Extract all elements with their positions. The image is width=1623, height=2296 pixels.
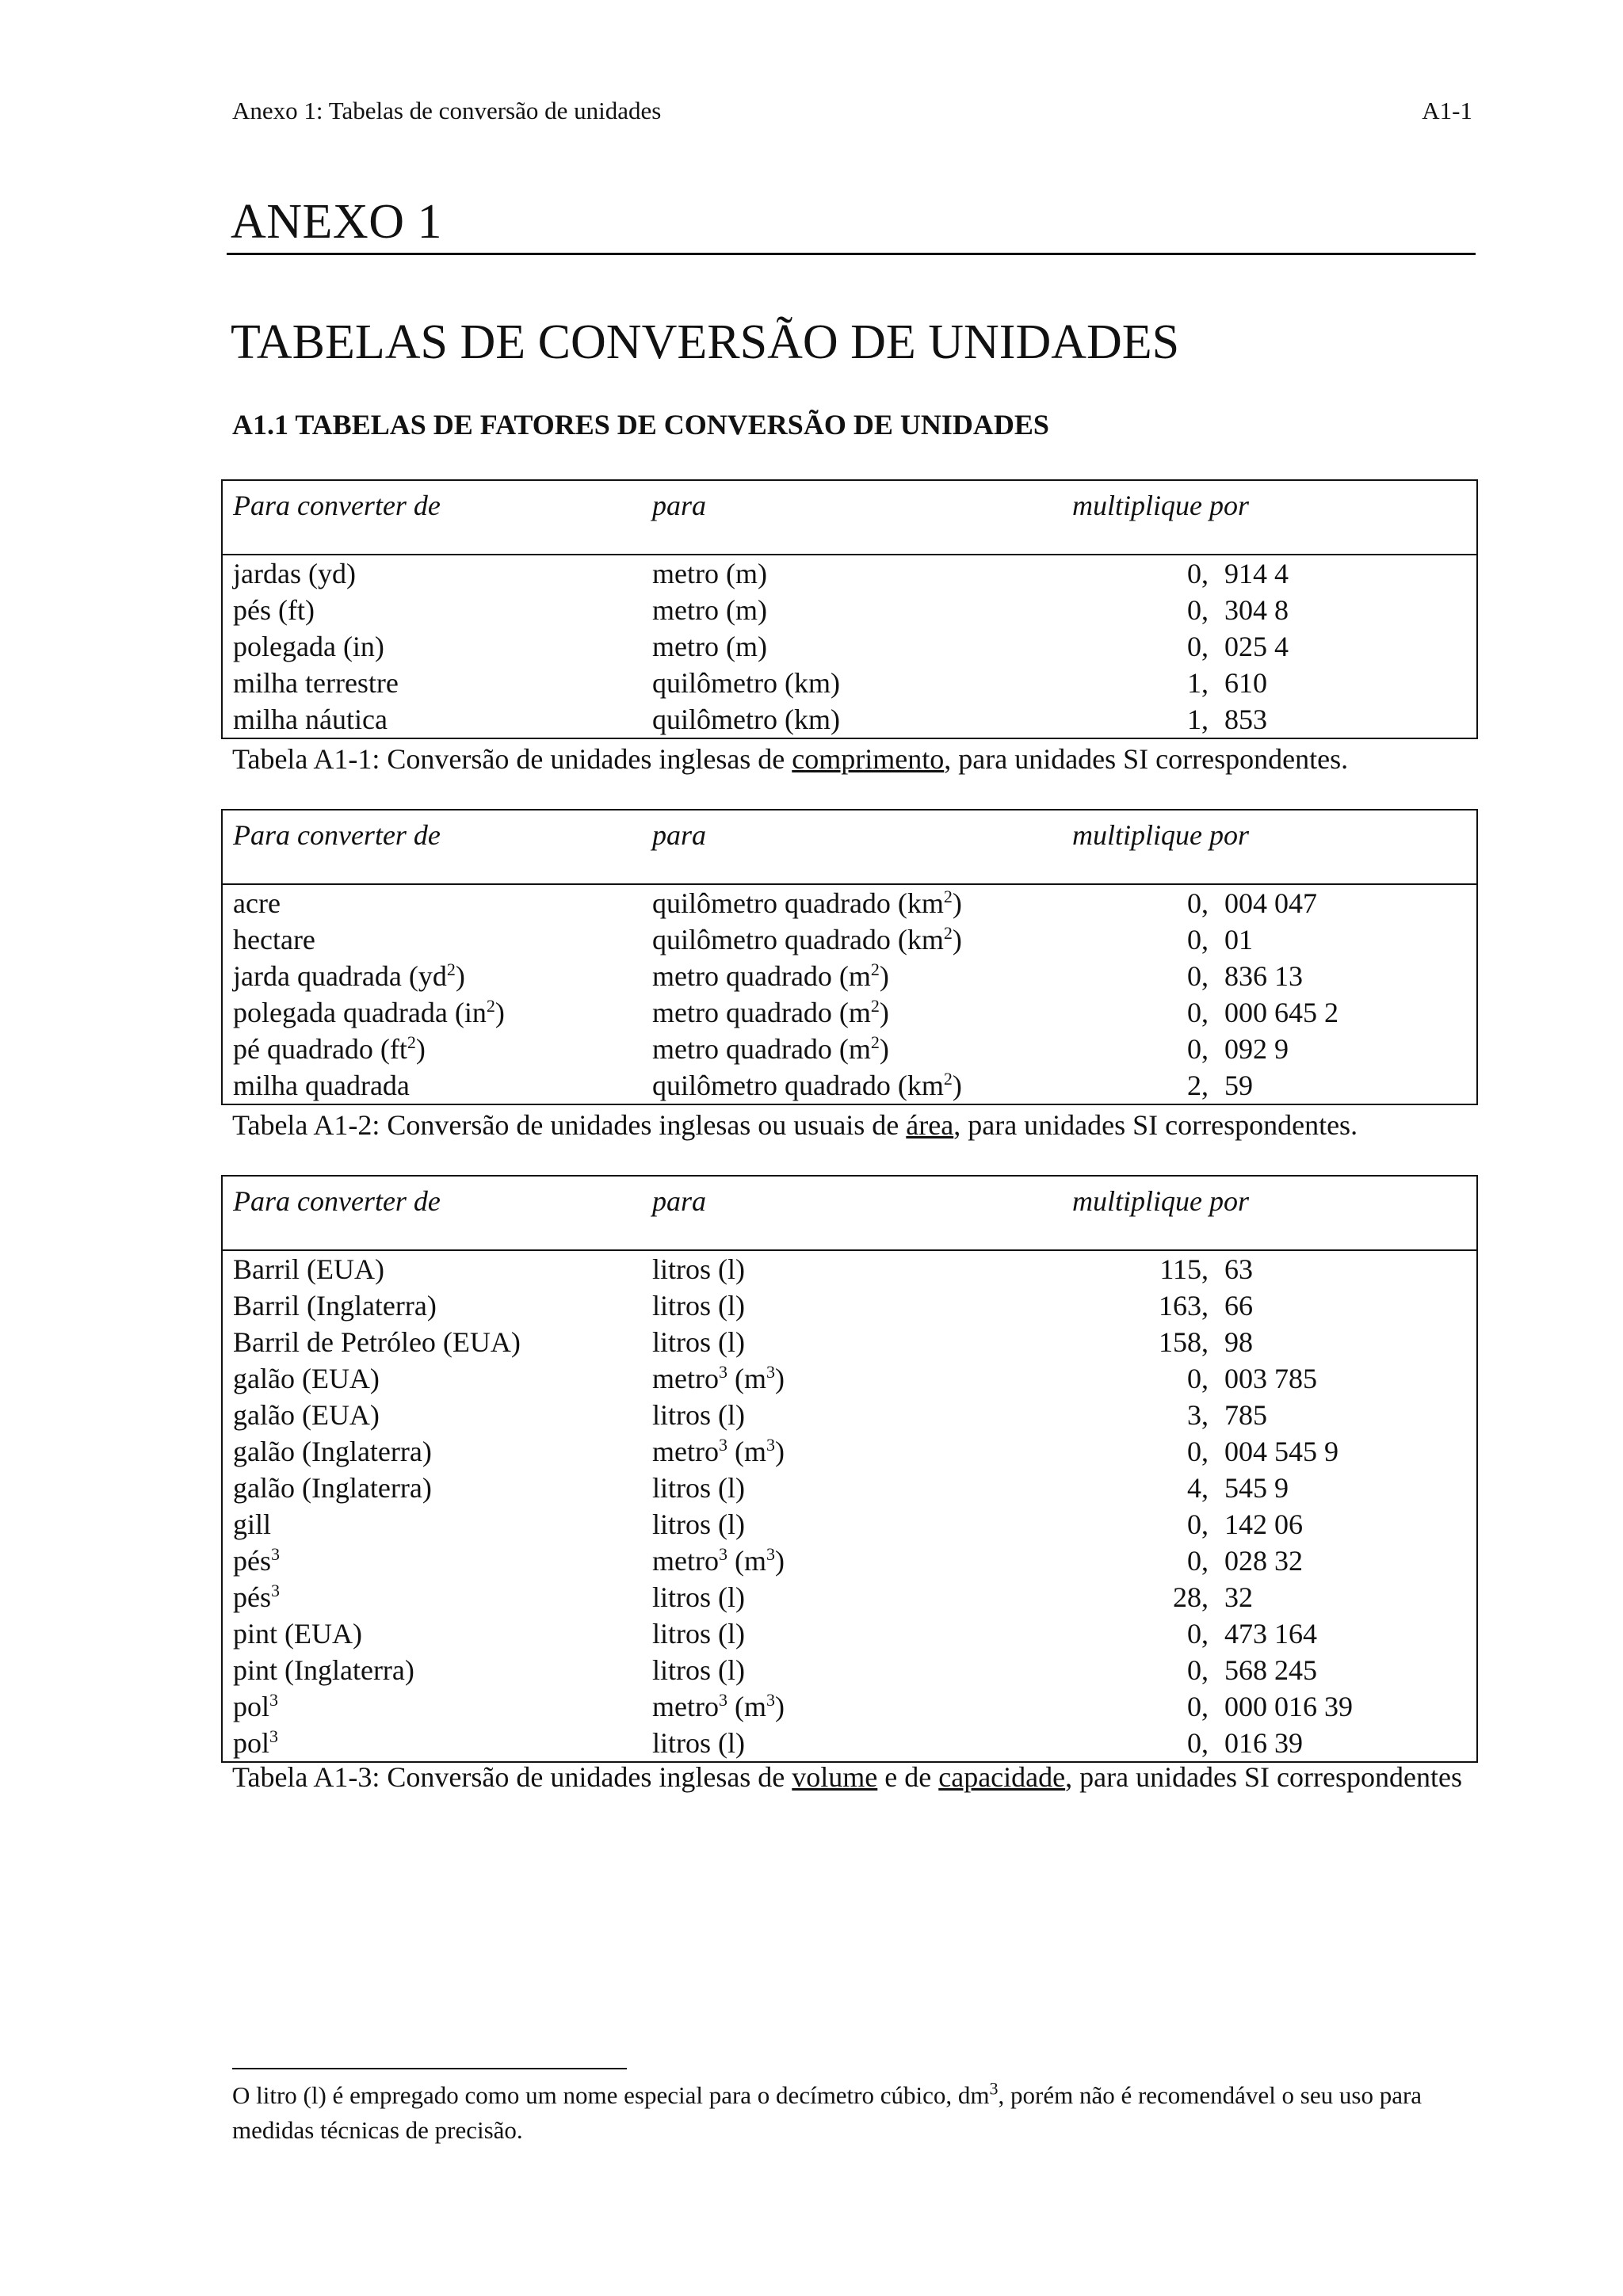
table-row	[223, 1615, 1476, 1652]
table-row	[223, 921, 1476, 958]
cell-to	[652, 1360, 785, 1397]
table-length	[221, 479, 1478, 739]
header-to: para	[652, 490, 707, 521]
title-rule	[227, 253, 1476, 255]
header-from: Para converter de	[233, 819, 441, 851]
cell-to-text: quilômetro (km)	[652, 667, 840, 699]
cell-factor-int: 0,	[1187, 1654, 1209, 1686]
cell-to-sup: 3	[718, 1544, 727, 1564]
caption-underlined: área	[906, 1109, 954, 1141]
cell-to	[652, 1287, 745, 1324]
table-row	[223, 958, 1476, 994]
cell-factor-dec: 004 047	[1224, 887, 1317, 919]
cell-from	[233, 1543, 280, 1579]
cell-from-post: )	[455, 960, 465, 992]
cell-to	[652, 1031, 889, 1067]
cell-from	[233, 555, 356, 592]
cell-to-post: $(m^3)$	[727, 1690, 785, 1722]
cell-factor-int: 0,	[1187, 558, 1209, 589]
cell-factor-int: 115,	[1159, 1253, 1209, 1285]
cell-to-text: metro	[652, 1363, 719, 1394]
table-row	[223, 1688, 1476, 1725]
cell-factor-int: 1,	[1187, 704, 1209, 735]
cell-to-sup: 2	[870, 996, 880, 1016]
cell-factor-dec: 59	[1224, 1070, 1253, 1101]
cell-from	[233, 1397, 380, 1433]
cell-to-text: quilômetro quadrado (km	[652, 887, 944, 919]
table-volume	[221, 1175, 1478, 1763]
table-caption-volume	[232, 1759, 1472, 1796]
cell-from-sup: 3	[271, 1544, 280, 1564]
cell-to-post: )	[952, 887, 962, 919]
table-row	[223, 628, 1476, 665]
cell-factor-int: 0,	[1187, 887, 1209, 919]
cell-to-sup: 2	[943, 1069, 953, 1089]
cell-factor-int: 0,	[1187, 1545, 1209, 1577]
cell-to	[652, 921, 962, 958]
cell-from-text: pés	[233, 1545, 271, 1577]
cell-factor-dec: 025 4	[1224, 631, 1289, 662]
cell-from-text: galão (Inglaterra)	[233, 1472, 432, 1504]
cell-from	[233, 1433, 432, 1470]
cell-to-post: )	[879, 997, 889, 1028]
cell-to	[652, 1615, 745, 1652]
cell-to-text: litros (l)	[652, 1654, 745, 1686]
section-title: A1.1 TABELAS DE FATORES DE CONVERSÃO DE UNIDADES	[232, 409, 1049, 441]
cell-from	[233, 628, 384, 665]
cell-to	[652, 665, 840, 701]
footnote-sup: 3	[989, 2078, 999, 2099]
cell-to-text: litros (l)	[652, 1472, 745, 1504]
running-header-title: Anexo 1: Tabelas de conversão de unidades	[232, 97, 662, 124]
cell-from	[233, 958, 465, 994]
cell-to-text: litros (l)	[652, 1253, 745, 1285]
cell-from-text: pol	[233, 1691, 270, 1722]
table-row	[223, 1725, 1476, 1761]
cell-to	[652, 1397, 745, 1433]
cell-from-text: Barril (EUA)	[233, 1253, 384, 1285]
cell-to	[652, 994, 889, 1031]
cell-to-text: metro	[652, 1545, 719, 1577]
caption-text: , para unidades SI correspondentes.	[953, 1109, 1358, 1141]
cell-factor-dec: 545 9	[1224, 1472, 1289, 1504]
cell-factor-int: 0,	[1187, 1727, 1209, 1759]
caption-underlined: comprimento	[792, 743, 945, 775]
cell-factor-dec: 32	[1224, 1581, 1253, 1613]
cell-to-post: )	[952, 924, 962, 955]
cell-from-sup: 3	[271, 1581, 280, 1600]
cell-from-post: )	[415, 1033, 426, 1065]
cell-to-text: metro	[652, 1436, 719, 1467]
cell-to	[652, 1688, 785, 1725]
footnote-text: , porém não é recomendável o seu uso para medidas técnicas de precisão.	[232, 2081, 1423, 2144]
cell-factor-int: 28,	[1173, 1581, 1209, 1613]
cell-to-post-sup: 3	[766, 1690, 775, 1710]
cell-from-text: acre	[233, 887, 281, 919]
cell-factor-dec: 028 32	[1224, 1545, 1303, 1577]
cell-from	[233, 1652, 414, 1688]
cell-to	[652, 885, 962, 921]
table-header-row	[223, 1177, 1476, 1251]
cell-from	[233, 701, 388, 738]
cell-from	[233, 1725, 278, 1761]
table-row	[223, 1506, 1476, 1543]
cell-to-text: quilômetro quadrado (km	[652, 924, 944, 955]
table-row	[223, 1543, 1476, 1579]
cell-from	[233, 921, 315, 958]
table-row	[223, 1324, 1476, 1360]
caption-text: e de	[877, 1761, 939, 1793]
table-body	[223, 885, 1476, 1104]
cell-to-post-sup: 3	[766, 1362, 775, 1382]
table-row	[223, 1287, 1476, 1324]
cell-from-text: pés	[233, 1581, 271, 1613]
cell-from-sup: 3	[269, 1726, 279, 1746]
cell-from-sup: 2	[407, 1032, 416, 1052]
cell-to-post: $(m^3)$	[727, 1544, 785, 1577]
cell-from	[233, 592, 315, 628]
cell-to	[652, 958, 889, 994]
cell-factor-int: 0,	[1187, 1618, 1209, 1650]
cell-to-sup: 2	[943, 887, 953, 906]
cell-from-text: pint (Inglaterra)	[233, 1654, 414, 1686]
cell-factor-int: 163,	[1159, 1290, 1209, 1322]
cell-from-sup: 3	[269, 1690, 279, 1710]
cell-from-text: hectare	[233, 924, 315, 955]
cell-from	[233, 1360, 380, 1397]
cell-to-post: )	[952, 1070, 962, 1101]
cell-from-text: Barril de Petróleo (EUA)	[233, 1326, 521, 1358]
cell-from-text: milha terrestre	[233, 667, 399, 699]
cell-to-sup: 3	[718, 1362, 727, 1382]
cell-factor-int: 158,	[1159, 1326, 1209, 1358]
cell-from	[233, 665, 399, 701]
cell-factor-int: 4,	[1187, 1472, 1209, 1504]
header-to: para	[652, 1185, 707, 1217]
table-row	[223, 1251, 1476, 1287]
cell-factor-int: 0,	[1187, 960, 1209, 992]
cell-from-text: galão (EUA)	[233, 1363, 380, 1394]
cell-to-text: metro (m)	[652, 594, 767, 626]
cell-to-text: metro quadrado (m	[652, 1033, 871, 1065]
cell-to-text: metro quadrado (m	[652, 997, 871, 1028]
table-row	[223, 1067, 1476, 1104]
table-row	[223, 994, 1476, 1031]
cell-from-sup: 2	[446, 959, 456, 979]
cell-factor-dec: 004 545 9	[1224, 1436, 1338, 1467]
header-factor: multiplique por	[1072, 490, 1249, 521]
cell-from	[233, 1251, 384, 1287]
table-header-row	[223, 481, 1476, 555]
cell-from-text: jardas (yd)	[233, 558, 356, 589]
cell-to-text: litros (l)	[652, 1399, 745, 1431]
cell-to	[652, 1470, 745, 1506]
cell-factor-dec: 016 39	[1224, 1727, 1303, 1759]
cell-factor-int: 0,	[1187, 631, 1209, 662]
footnote	[232, 2078, 1472, 2148]
cell-to	[652, 1579, 745, 1615]
cell-factor-int: 0,	[1187, 594, 1209, 626]
cell-to	[652, 1506, 745, 1543]
cell-to-sup: 3	[718, 1435, 727, 1455]
cell-from	[233, 1031, 426, 1067]
cell-factor-dec: 000 645 2	[1224, 997, 1338, 1028]
cell-factor-int: 0,	[1187, 997, 1209, 1028]
cell-from-text: pé quadrado (ft	[233, 1033, 407, 1065]
table-row	[223, 1360, 1476, 1397]
cell-to-post-sup: 3	[766, 1435, 775, 1455]
cell-factor-dec: 092 9	[1224, 1033, 1289, 1065]
cell-from-text: jarda quadrada (yd	[233, 960, 447, 992]
cell-to-text: litros (l)	[652, 1727, 745, 1759]
cell-factor-dec: 914 4	[1224, 558, 1289, 589]
cell-to	[652, 1067, 962, 1104]
cell-factor-dec: 304 8	[1224, 594, 1289, 626]
cell-from	[233, 885, 281, 921]
caption-underlined: volume	[792, 1761, 878, 1793]
header-from: Para converter de	[233, 1185, 441, 1217]
cell-to-text: quilômetro (km)	[652, 704, 840, 735]
cell-factor-dec: 785	[1224, 1399, 1267, 1431]
cell-factor-int: 0,	[1187, 1436, 1209, 1467]
table-row	[223, 665, 1476, 701]
table-row	[223, 1652, 1476, 1688]
header-to: para	[652, 819, 707, 851]
cell-factor-dec: 836 13	[1224, 960, 1303, 992]
cell-from	[233, 1688, 278, 1725]
page-number: A1-1	[1422, 97, 1472, 124]
cell-to-text: metro (m)	[652, 558, 767, 589]
cell-from-sup: 2	[486, 996, 495, 1016]
header-factor: multiplique por	[1072, 1185, 1249, 1217]
cell-from	[233, 1615, 362, 1652]
footnote-text: O litro (l) é empregado como um nome especial para o decímetro cúbico, dm	[232, 2081, 990, 2109]
cell-to-post-sup: 3	[766, 1544, 775, 1564]
cell-to	[652, 1433, 785, 1470]
cell-to	[652, 1543, 785, 1579]
annex-title: ANEXO 1	[231, 195, 442, 249]
cell-from-text: polegada (in)	[233, 631, 384, 662]
cell-to	[652, 592, 767, 628]
footnote-rule	[232, 2068, 627, 2069]
cell-factor-dec: 003 785	[1224, 1363, 1317, 1394]
table-row	[223, 1470, 1476, 1506]
cell-to	[652, 555, 767, 592]
table-row	[223, 1397, 1476, 1433]
cell-to-text: litros (l)	[652, 1508, 745, 1540]
page-title: TABELAS DE CONVERSÃO DE UNIDADES	[231, 315, 1180, 369]
table-row	[223, 555, 1476, 592]
cell-to-text: metro (m)	[652, 631, 767, 662]
caption-text: Tabela A1-1: Conversão de unidades inglesas de	[232, 743, 792, 775]
cell-factor-int: 0,	[1187, 1691, 1209, 1722]
header-factor: multiplique por	[1072, 819, 1249, 851]
cell-from	[233, 1067, 410, 1104]
cell-to	[652, 628, 767, 665]
cell-to-text: metro	[652, 1691, 719, 1722]
table-row	[223, 592, 1476, 628]
cell-to-sup: 2	[870, 1032, 880, 1052]
cell-factor-int: 0,	[1187, 924, 1209, 955]
cell-from-text: galão (EUA)	[233, 1399, 380, 1431]
cell-to-text: litros (l)	[652, 1618, 745, 1650]
caption-text: , para unidades SI correspondentes	[1065, 1761, 1462, 1793]
cell-to	[652, 1251, 745, 1287]
table-caption-length	[232, 741, 1472, 778]
cell-factor-dec: 000 016 39	[1224, 1691, 1353, 1722]
cell-from-text: pés (ft)	[233, 594, 315, 626]
cell-to-post: $(m^3)$	[727, 1362, 785, 1394]
table-row	[223, 1579, 1476, 1615]
cell-from	[233, 1579, 280, 1615]
cell-to	[652, 1324, 745, 1360]
caption-underlined: capacidade	[938, 1761, 1066, 1793]
cell-from	[233, 1287, 437, 1324]
table-row	[223, 1031, 1476, 1067]
cell-to-post: $(m^3)$	[727, 1435, 785, 1467]
cell-factor-int: 2,	[1187, 1070, 1209, 1101]
cell-to	[652, 1725, 745, 1761]
cell-to	[652, 1652, 745, 1688]
cell-from-post: )	[495, 997, 505, 1028]
table-area	[221, 809, 1478, 1105]
table-row	[223, 1433, 1476, 1470]
cell-to-text: litros (l)	[652, 1581, 745, 1613]
cell-from	[233, 1506, 271, 1543]
cell-to-sup: 2	[943, 923, 953, 943]
cell-factor-dec: 853	[1224, 704, 1267, 735]
cell-from	[233, 994, 505, 1031]
cell-to-sup: 3	[718, 1690, 727, 1710]
cell-from-text: polegada quadrada (in	[233, 997, 487, 1028]
cell-to-text: litros (l)	[652, 1290, 745, 1322]
cell-factor-dec: 142 06	[1224, 1508, 1303, 1540]
cell-from-text: milha náutica	[233, 704, 388, 735]
cell-factor-dec: 610	[1224, 667, 1267, 699]
cell-factor-dec: 568 245	[1224, 1654, 1317, 1686]
cell-from-text: gill	[233, 1508, 272, 1540]
cell-to-sup: 2	[870, 959, 880, 979]
header-from: Para converter de	[233, 490, 441, 521]
cell-to	[652, 701, 840, 738]
cell-from-text: pint (EUA)	[233, 1618, 362, 1650]
cell-to-text: metro quadrado (m	[652, 960, 871, 992]
cell-from-text: Barril (Inglaterra)	[233, 1290, 437, 1322]
running-header	[232, 97, 1472, 125]
table-row	[223, 885, 1476, 921]
cell-to-text: litros (l)	[652, 1326, 745, 1358]
table-body	[223, 555, 1476, 738]
cell-factor-int: 1,	[1187, 667, 1209, 699]
table-header-row	[223, 810, 1476, 885]
caption-text: Tabela A1-2: Conversão de unidades inglesas ou usuais de	[232, 1109, 907, 1141]
table-row	[223, 701, 1476, 738]
cell-factor-dec: 63	[1224, 1253, 1253, 1285]
cell-factor-int: 0,	[1187, 1508, 1209, 1540]
cell-factor-int: 3,	[1187, 1399, 1209, 1431]
cell-factor-int: 0,	[1187, 1363, 1209, 1394]
cell-factor-dec: 66	[1224, 1290, 1253, 1322]
cell-factor-dec: 01	[1224, 924, 1253, 955]
cell-factor-int: 0,	[1187, 1033, 1209, 1065]
caption-text: Tabela A1-3: Conversão de unidades inglesas de	[232, 1761, 792, 1793]
caption-text: , para unidades SI correspondentes.	[944, 743, 1349, 775]
cell-to-post: )	[879, 960, 889, 992]
table-body	[223, 1251, 1476, 1761]
cell-from-text: pol	[233, 1727, 270, 1759]
cell-to-post: )	[879, 1033, 889, 1065]
cell-from	[233, 1324, 521, 1360]
cell-factor-dec: 473 164	[1224, 1618, 1317, 1650]
table-caption-area	[232, 1107, 1472, 1144]
cell-from-text: galão (Inglaterra)	[233, 1436, 432, 1467]
cell-to-text: quilômetro quadrado (km	[652, 1070, 944, 1101]
cell-from-text: milha quadrada	[233, 1070, 410, 1101]
cell-from	[233, 1470, 432, 1506]
cell-factor-dec: 98	[1224, 1326, 1253, 1358]
